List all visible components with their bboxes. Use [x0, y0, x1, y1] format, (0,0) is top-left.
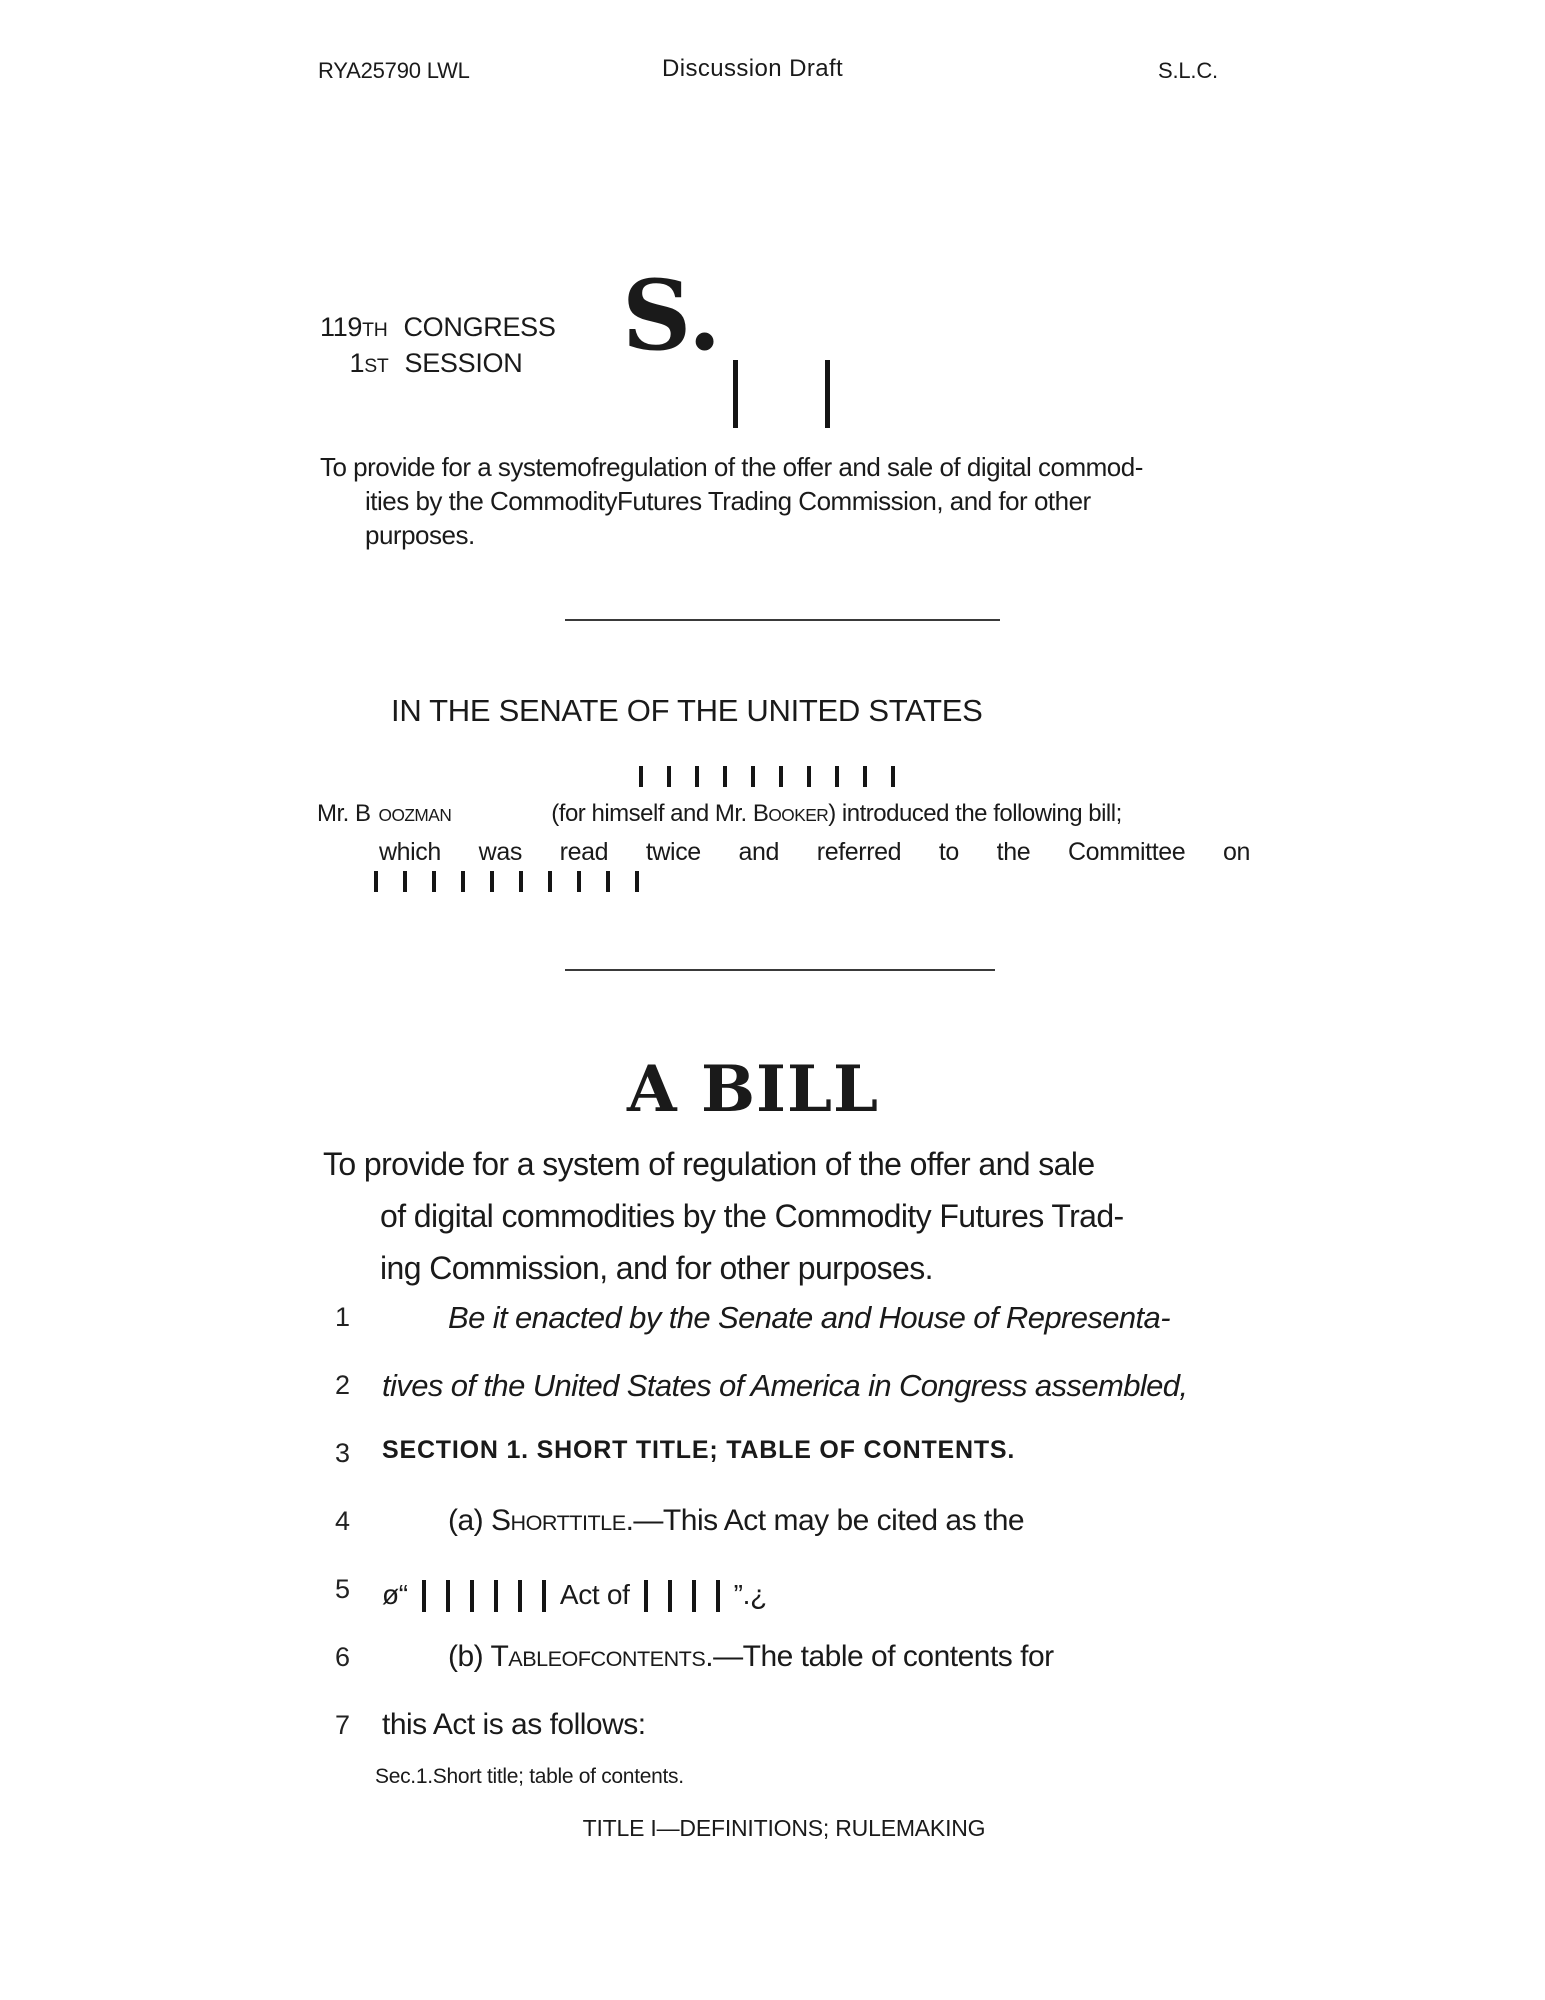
sponsor-post: ) introduced the following bill;: [828, 800, 1122, 827]
session-number: 1: [349, 348, 365, 378]
sponsor-mid: (for himself and Mr. B: [551, 800, 769, 827]
short-title-blank-clause: [382, 1572, 767, 1611]
blank-bar: [519, 871, 523, 892]
blank-bar: [518, 1580, 522, 1612]
table-of-contents-clause: [382, 1640, 1054, 1674]
header-document-code: RYA25790 LWL: [318, 58, 470, 83]
blank-bar: [723, 766, 727, 787]
line-number: 5: [335, 1574, 350, 1604]
blank-bar: [807, 766, 811, 787]
blank-bar: [494, 1580, 498, 1612]
clause-text: (b) T: [448, 1640, 509, 1673]
blank-bar: [644, 1580, 648, 1612]
blank-bar: [733, 360, 738, 428]
blank-bars-row: [639, 766, 895, 787]
header-discussion-draft: Discussion Draft: [662, 55, 844, 82]
enacting-clause: tives of the United States of America in Congress assembled,: [382, 1368, 1188, 1403]
cosponsor-name-smallcaps: OOKER: [768, 805, 829, 825]
session-word: SESSION: [404, 348, 523, 378]
blank-bar: [490, 871, 494, 892]
sponsor-prefix: Mr. B: [317, 800, 371, 827]
sponsor-line: [317, 800, 1122, 828]
blank-bar: [577, 871, 581, 892]
blank-bar: [548, 871, 552, 892]
blank-bar: [891, 766, 895, 787]
line-number: 1: [335, 1302, 350, 1332]
blank-bar: [667, 766, 671, 787]
clause-text: this Act is as follows:: [382, 1708, 646, 1741]
toc-entry-sec1: Sec.1.Short title; table of contents.: [375, 1765, 684, 1788]
bill-number-block: [622, 259, 722, 433]
long-title-line: ing Commission, and for other purposes.: [380, 1250, 933, 1286]
blank-bar: [635, 871, 639, 892]
header-slc: S.L.C.: [1158, 58, 1218, 83]
blank-bar: [835, 766, 839, 787]
blank-bar: [374, 871, 378, 892]
clause-text: (a) S: [448, 1504, 511, 1537]
line-number: 6: [335, 1642, 350, 1672]
bill-heading: A BILL: [627, 1052, 879, 1127]
preamble-line: ities by the CommodityFutures Trading Commission, and for other: [365, 486, 1091, 516]
long-title-line: To provide for a system of regulation of the offer and sale: [323, 1146, 1095, 1182]
blank-bar: [716, 1580, 720, 1612]
senate-heading: IN THE SENATE OF THE UNITED STATES: [391, 693, 983, 728]
bill-number-prefix: S.: [622, 259, 722, 372]
line-number: 4: [335, 1506, 350, 1536]
blank-bar: [606, 871, 610, 892]
blank-bar: [470, 1580, 474, 1612]
blank-bar: [863, 766, 867, 787]
blank-bars-inline: [422, 1580, 546, 1612]
blank-bar: [446, 1580, 450, 1612]
blank-bar: [692, 1580, 696, 1612]
congress-line: [320, 312, 556, 343]
blank-bar: [422, 1580, 426, 1612]
section-heading: SECTION 1. SHORT TITLE; TABLE OF CONTENTS.: [382, 1436, 1016, 1464]
act-of-text: Act of: [559, 1579, 630, 1610]
blank-bar: [461, 871, 465, 892]
smallcaps-run: HORTTITLE: [510, 1510, 626, 1535]
blank-bars-inline: [644, 1580, 720, 1612]
congress-number: 119: [320, 312, 363, 342]
session-line: [320, 348, 552, 379]
preamble-line: purposes.: [365, 520, 475, 550]
line-number: 7: [335, 1710, 350, 1740]
short-title-clause: [382, 1504, 1024, 1538]
blank-bar: [695, 766, 699, 787]
sponsor-referral-line: which was read twice and referred to the Committee on: [379, 838, 1250, 866]
horizontal-rule: [565, 619, 1000, 621]
blank-bar: [542, 1580, 546, 1612]
horizontal-rule: [565, 969, 995, 971]
congress-word: CONGRESS: [403, 312, 556, 342]
preamble-line: To provide for a systemofregulation of the offer and sale of digital commod-: [320, 452, 1143, 482]
long-title-line: of digital commodities by the Commodity Futures Trad-: [380, 1198, 1124, 1234]
long-title: [323, 1138, 1124, 1294]
blank-bar: [639, 766, 643, 787]
sponsor-name-smallcaps: OOZMAN: [378, 805, 452, 825]
blank-bars-row: [374, 871, 639, 892]
blank-bar: [779, 766, 783, 787]
clause-text: .—The table of contents for: [705, 1640, 1054, 1673]
enacting-clause: Be it enacted by the Senate and House of Representa-: [448, 1300, 1170, 1335]
clause-text: .—This Act may be cited as the: [625, 1504, 1025, 1537]
blank-bar: [432, 871, 436, 892]
line-number: 2: [335, 1370, 350, 1400]
smallcaps-run: ABLEOFCONTENTS: [508, 1646, 706, 1671]
congress-number-suffix: TH: [362, 319, 388, 341]
blank-bar: [751, 766, 755, 787]
session-number-suffix: ST: [364, 355, 389, 377]
blank-bar: [668, 1580, 672, 1612]
open-bracket-quote: ø“: [382, 1579, 408, 1610]
blank-bar: [403, 871, 407, 892]
line-number: 3: [335, 1438, 350, 1468]
blank-bar: [825, 360, 830, 428]
close-quote-bracket: ”.¿: [733, 1579, 767, 1610]
preamble: [320, 450, 1143, 552]
toc-title-i: TITLE I—DEFINITIONS; RULEMAKING: [582, 1815, 986, 1841]
